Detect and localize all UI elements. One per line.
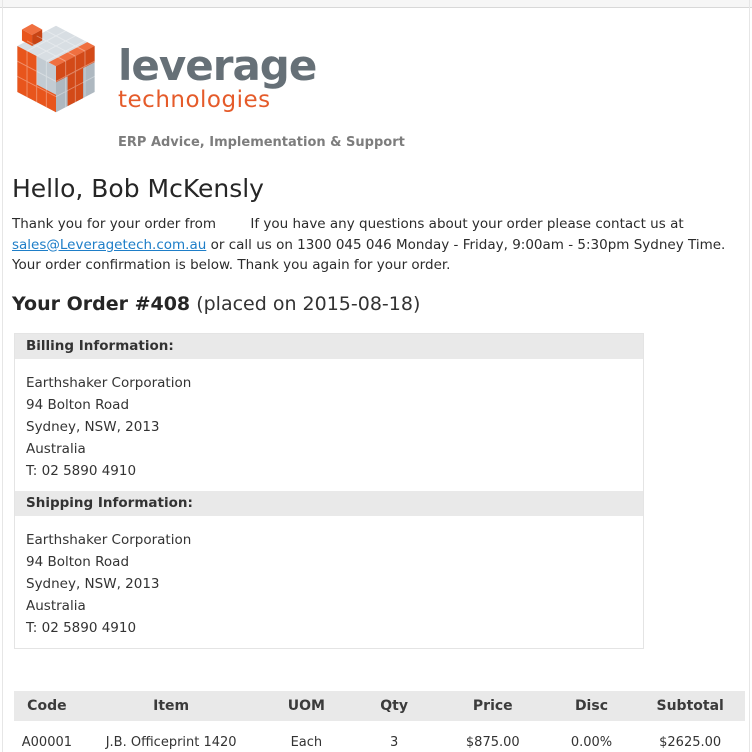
shipping-line-company: Earthshaker Corporation: [26, 531, 192, 548]
billing-line-phone: T: 02 5890 4910: [26, 462, 137, 479]
shipping-line-city: Sydney, NSW, 2013: [26, 575, 160, 592]
column-header-qty: Qty: [350, 691, 438, 721]
leverage-cube-logo-icon: [10, 17, 102, 121]
item-name: J.B. Officeprint 1420: [80, 721, 263, 752]
order-title: [12, 293, 752, 315]
order-number: Your Order #408: [12, 292, 191, 315]
billing-line-street: 94 Bolton Road: [26, 396, 130, 413]
item-code: A00001: [14, 721, 80, 752]
column-header-price: Price: [438, 691, 548, 721]
brand-name-primary: leverage: [118, 41, 317, 90]
sales-email-link[interactable]: sales@Leveragetech.com.au: [12, 236, 207, 253]
top-border-strip: [0, 0, 752, 8]
billing-section-header: Billing Information:: [15, 334, 643, 359]
column-header-subtotal: Subtotal: [635, 691, 745, 721]
order-placed-date: (placed on 2015-08-18): [190, 292, 421, 315]
billing-address: [15, 359, 643, 491]
shipping-section-header: Shipping Information:: [15, 491, 643, 516]
item-price: $875.00: [438, 721, 548, 752]
order-items-table: [14, 691, 745, 752]
item-subtotal: $2625.00: [635, 721, 745, 752]
items-header-row: [14, 691, 745, 721]
intro-text-before-link: Thank you for your order from If you have any questions about your order please contact us at: [12, 216, 688, 232]
column-header-disc: Disc: [548, 691, 636, 721]
table-row: [14, 721, 745, 752]
address-box: [14, 333, 644, 649]
column-header-code: Code: [14, 691, 80, 721]
greeting-heading: Hello, Bob McKensly: [12, 174, 264, 203]
shipping-line-phone: T: 02 5890 4910: [26, 619, 137, 636]
billing-line-country: Australia: [26, 440, 86, 457]
shipping-line-street: 94 Bolton Road: [26, 553, 130, 570]
brand-tagline: ERP Advice, Implementation & Support: [118, 135, 405, 150]
intro-text-after-link: or call us on 1300 045 046 Monday - Friday, 9:00am - 5:30pm Sydney Time. Your order confirmation is below. Thank you again for your order.: [12, 236, 730, 273]
shipping-line-country: Australia: [26, 597, 86, 614]
item-disc: 0.00%: [548, 721, 636, 752]
item-uom: Each: [263, 721, 351, 752]
billing-line-city: Sydney, NSW, 2013: [26, 418, 160, 435]
item-qty: 3: [350, 721, 438, 752]
column-header-uom: UOM: [263, 691, 351, 721]
brand-wordmark: [118, 41, 317, 113]
column-header-item: Item: [80, 691, 263, 721]
intro-paragraph: [12, 214, 740, 276]
brand-name-secondary: technologies: [118, 87, 271, 113]
billing-line-company: Earthshaker Corporation: [26, 374, 192, 391]
email-header: [10, 17, 752, 121]
shipping-address: [15, 516, 643, 648]
